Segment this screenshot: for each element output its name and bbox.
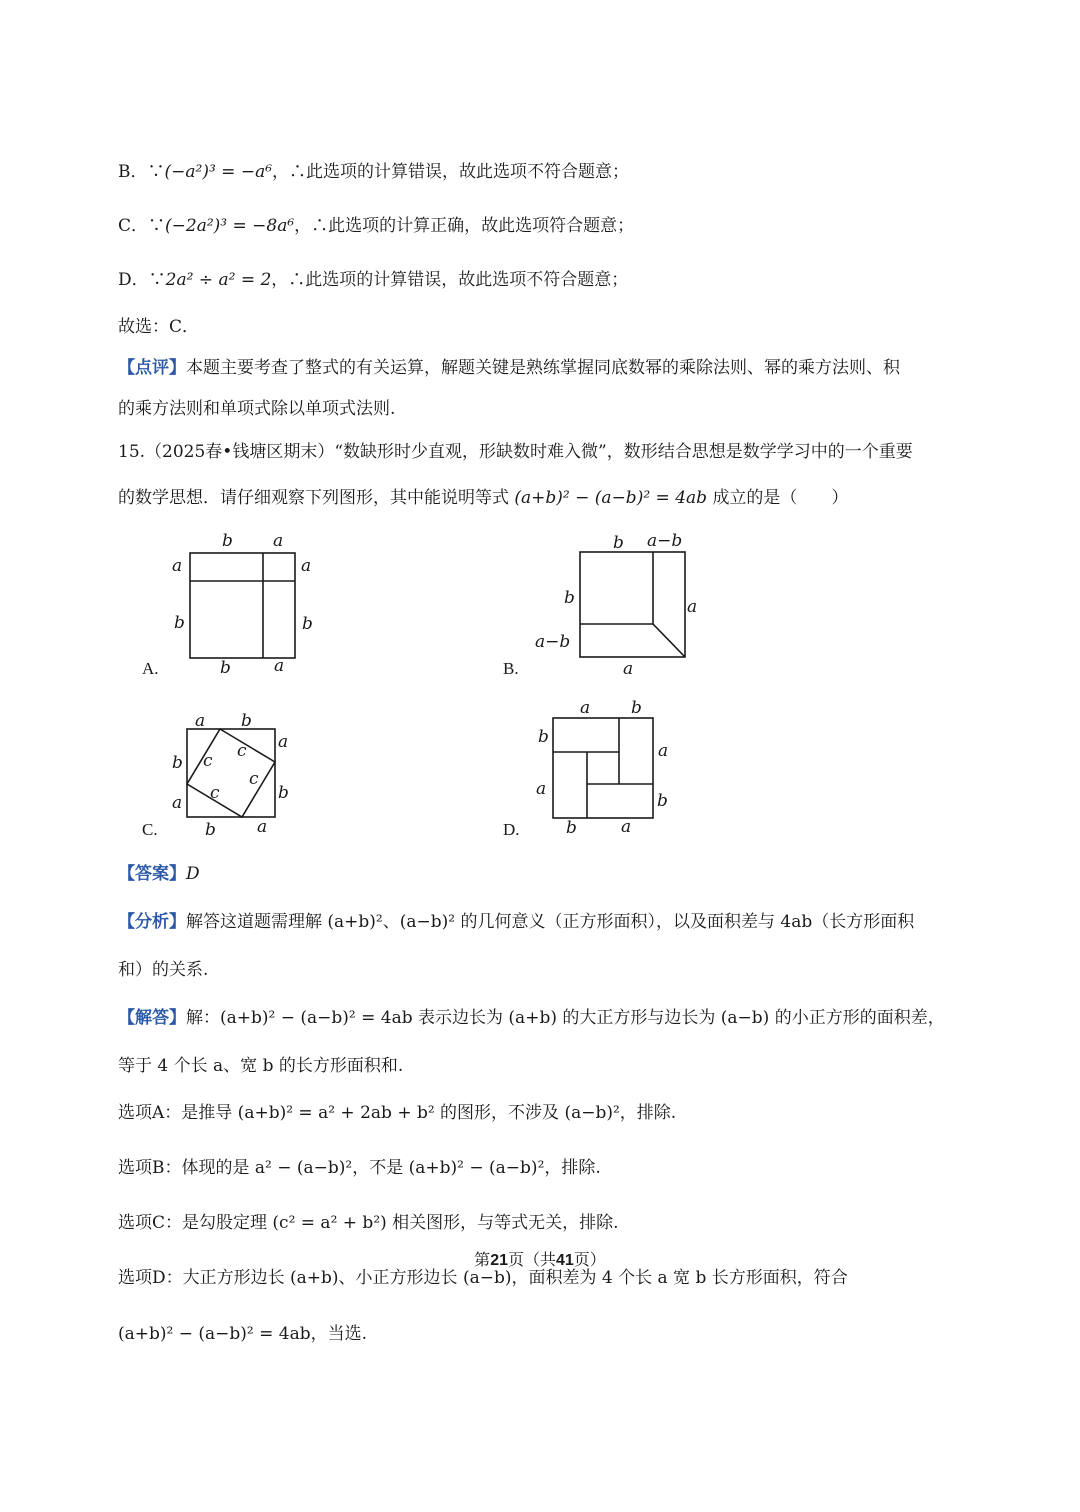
figure-d-outer-square [553, 718, 653, 818]
fig-c-label-11: c [210, 783, 220, 803]
solution-option-b: 选项B：体现的是 a² − (a−b)²，不是 (a+b)² − (a−b)²，排除. [118, 1158, 601, 1178]
figure-a-svg [160, 525, 340, 685]
question-15-line-1: 15.（2025春•钱塘区期末）“数缺形时少直观，形缺数时难入微”，数形结合思想是数学学习中的一个重要 [118, 442, 913, 462]
answer-tag: 【答案】 [118, 864, 186, 884]
fig-d-label-6: b [566, 818, 577, 838]
review-line-1: 【点评】本题主要考查了整式的有关运算，解题关键是熟练掌握同底数幂的乘除法则、幂的乘方法则、积 [118, 358, 900, 378]
figure-c [165, 705, 315, 849]
figure-a-square [190, 553, 295, 658]
fig-d-label-0: a [580, 698, 591, 718]
fig-a-label-2: a [172, 556, 183, 576]
fig-d-label-3: a [658, 741, 669, 761]
fig-c-label-1: b [241, 711, 252, 731]
analysis-tag: 【分析】 [118, 912, 186, 932]
fig-a-label-3: a [301, 556, 312, 576]
figure-c-inner-square [187, 729, 275, 817]
figure-b-label: B. [503, 659, 519, 678]
solution-option-a: 选项A：是推导 (a+b)² = a² + 2ab + b² 的图形，不涉及 (a−b)²，排除. [118, 1103, 677, 1123]
fig-a-label-0: b [222, 531, 233, 551]
fig-c-label-5: a [172, 793, 183, 813]
solution-option-d-line-1: 选项D：大正方形边长 (a+b)、小正方形边长 (a−b)，面积差为 4 个长 a 宽 b 长方形面积，符合 [118, 1268, 848, 1288]
fig-c-label-10: c [249, 769, 259, 789]
review-tag: 【点评】 [118, 358, 186, 378]
fig-c-label-3: b [278, 783, 289, 803]
solution-line-2: 等于 4 个长 a、宽 b 的长方形面积和. [118, 1056, 404, 1076]
fig-c-label-9: c [237, 741, 247, 761]
fig-b-label-2: b [564, 588, 575, 608]
solution-tag: 【解答】 [118, 1008, 186, 1028]
solution-line-1: 【解答】解：(a+b)² − (a−b)² = 4ab 表示边长为 (a+b) 的大正方形与边长为 (a−b) 的小正方形的面积差， [118, 1008, 945, 1028]
fig-b-label-5: a [623, 659, 634, 679]
fig-b-label-1: a−b [647, 531, 683, 551]
figure-a-label: A. [142, 659, 159, 678]
prev-choice: 故选：C． [118, 317, 200, 337]
fig-d-label-1: b [631, 698, 642, 718]
fig-c-label-2: a [278, 732, 289, 752]
answer-line [118, 862, 200, 886]
figure-b-diagonal [653, 624, 685, 657]
figure-c-label: C. [142, 820, 158, 839]
question-15-line-2: 的数学思想．请仔细观察下列图形，其中能说明等式 (a+b)² − (a−b)² = 4ab 成立的是（ ） [118, 488, 849, 508]
figure-b-svg [525, 525, 725, 685]
figure-c-svg [165, 705, 315, 845]
fig-d-label-2: b [538, 727, 549, 747]
fig-c-label-8: c [203, 751, 213, 771]
fig-c-label-7: a [257, 817, 268, 837]
option-b-explanation: B．∵(−a²)³ = −a⁶，∴此选项的计算错误，故此选项不符合题意； [118, 162, 630, 182]
fig-c-label-0: a [195, 711, 206, 731]
fig-c-label-6: b [205, 820, 216, 840]
fig-d-label-5: b [657, 791, 668, 811]
fig-b-label-3: a [687, 597, 698, 617]
figure-a [160, 525, 340, 689]
fig-a-label-7: a [274, 656, 285, 676]
fig-a-label-6: b [220, 658, 231, 678]
option-c-explanation: C．∵(−2a²)³ = −8a⁶，∴此选项的计算正确，故此选项符合题意； [118, 216, 635, 236]
analysis-line-2: 和）的关系. [118, 960, 209, 980]
answer-value: D [186, 864, 200, 884]
fig-a-label-1: a [273, 531, 284, 551]
fig-d-label-4: a [536, 779, 547, 799]
page-footer: 第21页（共41页） [474, 1250, 606, 1269]
review-line-2: 的乘方法则和单项式除以单项式法则. [118, 399, 396, 419]
analysis-line-1: 【分析】解答这道题需理解 (a+b)²、(a−b)² 的几何意义（正方形面积），以及面积差与 4ab（长方形面积 [118, 912, 915, 932]
figure-d-svg [525, 695, 685, 845]
fig-d-label-7: a [621, 817, 632, 837]
fig-a-label-4: b [174, 613, 185, 633]
option-d-explanation: D．∵2a² ÷ a² = 2，∴此选项的计算错误，故此选项不符合题意； [118, 270, 629, 290]
fig-b-label-0: b [613, 533, 624, 553]
solution-option-d-line-2: (a+b)² − (a−b)² = 4ab，当选. [118, 1324, 368, 1344]
fig-b-label-4: a−b [535, 632, 571, 652]
fig-c-label-4: b [172, 753, 183, 773]
figure-c-outer-square [187, 729, 275, 817]
figure-d-label: D. [503, 820, 520, 839]
figure-d [525, 695, 685, 849]
fig-a-label-5: b [302, 614, 313, 634]
solution-option-c: 选项C：是勾股定理 (c² = a² + b²) 相关图形，与等式无关，排除. [118, 1213, 619, 1233]
figure-b [525, 525, 725, 689]
